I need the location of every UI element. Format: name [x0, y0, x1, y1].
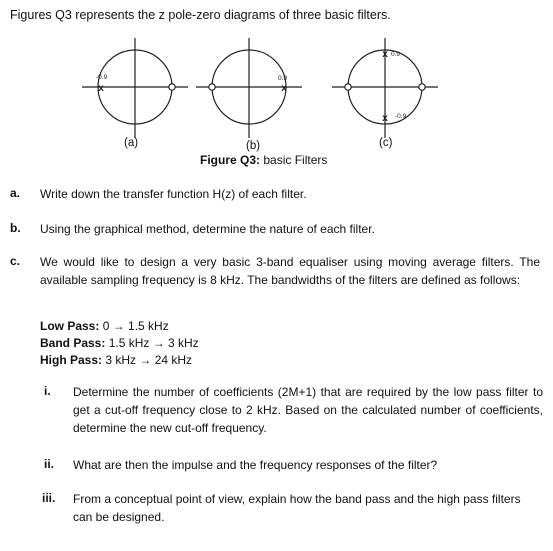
subquestion-i-text: Determine the number of coefficients (2M+1) that are required by the low pass filter to get a cut-off frequency close to 2 kHz. Based on the calculated number of coefficients, determine the new cut-off frequency.	[73, 385, 543, 435]
caption-c: (c)	[379, 137, 393, 149]
question-c-letter: c.	[10, 254, 21, 268]
question-b-letter: b.	[10, 221, 21, 235]
figure-title: Figure Q3: basic Filters	[200, 153, 328, 167]
pole-c-top: x	[382, 49, 388, 60]
subquestion-iii-num: iii.	[42, 491, 56, 505]
pole-a: x	[98, 83, 104, 94]
zero-c-right	[419, 84, 425, 90]
pole-b: x	[281, 83, 287, 94]
subquestion-ii-text: What are then the impulse and the frequency responses of the filter?	[73, 458, 438, 472]
pole-label-c-top: 0.9	[391, 51, 401, 58]
band-high-pass: High Pass: 3 kHz → 24 kHz	[40, 353, 193, 367]
zero-c-left	[345, 84, 351, 90]
pole-label-c-bottom: -0.9	[395, 113, 407, 120]
band-low-pass: Low Pass: 0 → 1.5 kHz	[40, 319, 169, 333]
pole-label-a: -0.9	[96, 74, 108, 81]
subquestion-ii-num: ii.	[44, 457, 55, 471]
question-b-text: Using the graphical method, determine the nature of each filter.	[40, 222, 375, 236]
question-a-text: Write down the transfer function H(z) of each filter.	[40, 187, 307, 201]
question-a-letter: a.	[10, 186, 21, 200]
pole-label-b: 0.9	[278, 75, 288, 82]
pole-zero-figure	[0, 0, 553, 175]
caption-b: (b)	[246, 140, 261, 152]
caption-a: (a)	[124, 137, 139, 149]
zero-b	[209, 84, 215, 90]
zero-a	[169, 84, 175, 90]
intro-text: Figures Q3 represents the z pole-zero diagrams of three basic filters.	[10, 8, 391, 22]
band-definitions	[40, 318, 199, 369]
band-pass: Band Pass: 1.5 kHz → 3 kHz	[40, 336, 199, 350]
pole-c-bottom: x	[382, 113, 388, 124]
subquestion-iii-text: From a conceptual point of view, explain how the band pass and the high pass filters can be designed.	[73, 492, 521, 524]
question-c-text: We would like to design a very basic 3-band equaliser using moving average filters. The available sampling frequency is 8 kHz. The bandwidths of the filters are defined as follows:	[40, 255, 540, 287]
subquestion-i-num: i.	[44, 384, 51, 398]
